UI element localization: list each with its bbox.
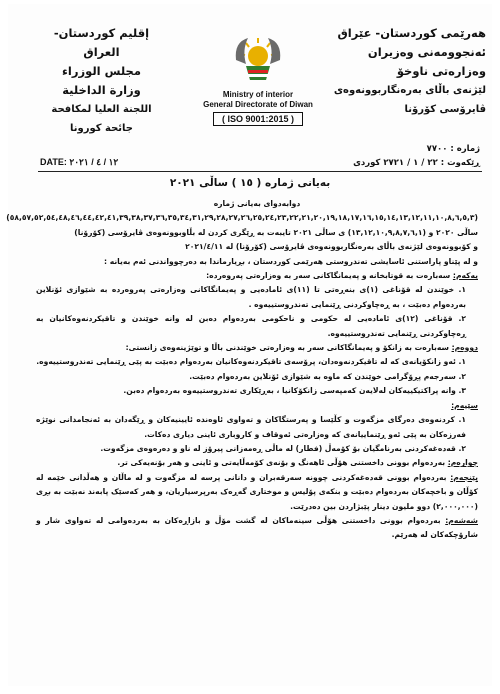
previous-statements-list: (٥٨,٥٧,٥٢,٥٤,٤٨,٤٦,٤٤,٤٢,٤١,٣٩,٣٨,٣٧,٣٦,٣٥,٣٤,٣١,٢٩,٢٨,٢٧,٢٦,٢٥,٢٤,٢٣,٢٢,٢١,٢٠,١٩,١٨,١٧,١٦,١٥,١٤,١٣,١٢,١١,١٠,٨,٦,٥,٣) (6, 213, 478, 223)
section-third-label: سێیەم: (451, 400, 478, 410)
kurdistan-emblem-icon (230, 30, 286, 86)
date-label: DATE: (40, 157, 67, 167)
arabic-header-corona: جائحة كورونا (69, 123, 134, 134)
section-third-item-1: ١. کردنەوەی دەرگای مزگەوت و کڵێسا و پەرستگاکان و تەواوی ئاوەندە ئایینیەکان و ڕێگەدان بە ئەنجامدانی نوێژە فەرزەکان بە پێی ئەو ڕێنماییانەی کە وەزارەتی ئەوقاف و کاروباری ئاینی دیاری دەکات. (36, 415, 466, 439)
section-second (36, 341, 478, 355)
kurdish-header-region: هەرێمی کوردستان- عێراق (337, 26, 486, 40)
date-block (40, 157, 118, 168)
section-first (36, 269, 478, 283)
arabic-header (34, 24, 169, 138)
section-sixth-label: شەشەم: (445, 515, 478, 525)
section-fourth-label: چوارەم: (447, 458, 478, 468)
diwan-english-name: General Directorate of Diwan (203, 100, 313, 109)
kurdish-header-ministry: وەزارەتی ناوخۆ (396, 64, 486, 78)
section-first-label: یەکەم: (452, 271, 478, 281)
section-third-item-2: ٢. قەدەغەکردنی بەرنامگیان بۆ کۆمەڵ (فطار) لە ماڵی ڕەمەزانی پیرۆز لە ناو و دەرەوەی مزگەوت. (100, 443, 466, 453)
section-fifth (36, 471, 478, 514)
kurdish-header-committee: لێژنەی باڵای بەرەنگاربوونەوەی (333, 85, 486, 96)
section-fourth (36, 456, 478, 470)
section-fifth-label: پێنجەم: (450, 472, 478, 482)
kurdish-header-council: ئەنجوومەنی وەزیران (367, 45, 486, 59)
section-second-item-1: ١. ئەو زانکۆیانەی کە لە تاقیکردنەوەدان، پرۆسەی تاقیکردنەوەکانیان بەردەوام دەبێت بە پێی ڕێنمایی تەندروستییەوە. (36, 357, 466, 367)
document-page (8, 4, 492, 686)
ministry-block (193, 90, 323, 126)
arabic-header-region: إقليم كوردستان- العراق (53, 26, 150, 59)
intro-year-line: ساڵی ٢٠٢٠ و (١٣,١٢,١٠,٩,٨,٧,٦,١) ی ساڵی ٢٠٢١ تایبەت بە ڕێگری کردن لە بڵاوبوونەوەی ڤایرۆسی (کۆرۆنا) (74, 227, 478, 237)
kurdish-date: ڕێکەوت : ٢٢ / ١ / ٢٧٢١ کوردی (353, 158, 480, 168)
section-second-item-3: ٣. وانە پراکتیکییەکان لەلایەن کەمپەسی زانکۆکانیا ، بەڕێکاری تەندروستییەوە بەردەوام دەبن. (123, 386, 466, 396)
arabic-header-council: مجلس الوزراء (62, 64, 141, 78)
committee-meeting-line: و کۆبوونەوەی لێژنەی باڵای بەرەنگاربوونەوەی ڤایرۆسی (کۆرۆنا) لە ٢٠٢١/٤/١١ (185, 242, 478, 252)
reference-number: ژمارە : ٧٧٠٠ (426, 144, 480, 154)
section-second-item-2: ٢. سەرجەم پڕۆگرامی خوێندن کە ماوە بە شێوازی ئۆنلاین بەردەوام دەبێت. (189, 371, 466, 381)
intro-line: دوابەدوای بەیانی ژمارە (213, 199, 301, 208)
header-divider (38, 171, 482, 172)
iso-badge: ( ISO 9001:2015 ) (213, 112, 303, 126)
kurdish-header-corona: ڤایرۆسی کۆرۆنا (404, 104, 486, 115)
section-sixth-text: بەردەوام بوونی داخستنی هۆڵی سینەماکان لە گشت مۆڵ و بازاڕەکان بە بەردەوامی لە تەواوی شار و شارۆچکەکان لە هەرێم. (36, 515, 478, 540)
statement-body (6, 197, 478, 543)
section-fourth-text: بەردەوام بوونی داخستنی هۆڵی ئاهەنگ و بۆنەی کۆمەڵایەتی و ئاینی و هەر بۆنەیەکی تر. (117, 458, 448, 468)
date-value: ١٢ / ٤ / ٢٠٢١ (69, 157, 119, 167)
section-second-label: دووەم: (451, 343, 478, 353)
section-first-item-2: ٢. قۆناغی (١٢)ی ئامادەیی لە حکومی و ناحکومی بەردەوام دەبن لە وانە خوێندن و تاقیکردنەوەکانیان بە ڕەچاوکردنی ڕێنمایی تەندروستییەوە. (36, 314, 466, 338)
statement-title: بەیانی ژمارە ( ١٥ ) ساڵی ٢٠٢١ (169, 177, 331, 189)
section-first-item-1: ١. خوێندن لە قۆناغی (١)ی بنەڕەتی تا (١١)ی ئامادەیی و پەیمانگاکانی وەزارەتی پەروەردە بە شێوازی ئۆنلاین بەردەوام دەبێت ، بە ڕەچاوکردنی ڕێنمایی تەندروستییەوە . (36, 285, 466, 309)
decision-line: و لە پێناو پاراستنی ئاسایشی تەندروستی هەرێمی کوردستان ، بڕیارماندا بە دەرچوواندنی ئەم بەیانە : (104, 256, 478, 266)
section-sixth (36, 514, 478, 543)
kurdish-header (321, 24, 486, 119)
section-first-text: سەبارەت بە قوتابخانە و پەیمانگاکانی سەر بە وەزارەتی پەروەردە: (206, 271, 453, 281)
section-second-text: سەبارەت بە زانکۆ و پەیمانگاکانی سەر بە وەزارەتی خوێندنی باڵا و توێژینەوەی زانستی: (125, 343, 452, 353)
section-fifth-text: بەردەوام بوونی قەدەغەکردنی چوونە سەرقەبران و دانانی پرسە لە مزگەوت و لە ماڵان و هەڵدانی خێمە لە کۆڵان و باخچەکان بەردەوام دەبێت و بنکەی پۆلیس و موختاری گەڕەک بەرپرسیاریان، و هەر کەسێک پابەند نەبێت بە بڕی (٢,٠٠٠,٠٠٠) دوو ملیون دینار پێبژاردن بین دەدرێت. (36, 472, 478, 511)
section-third (36, 399, 478, 413)
arabic-header-committee: اللجنة العليا لمكافحة (51, 104, 152, 115)
ministry-english-name: Ministry of interior (222, 90, 294, 99)
arabic-header-ministry: وزارة الداخلية (62, 83, 141, 97)
